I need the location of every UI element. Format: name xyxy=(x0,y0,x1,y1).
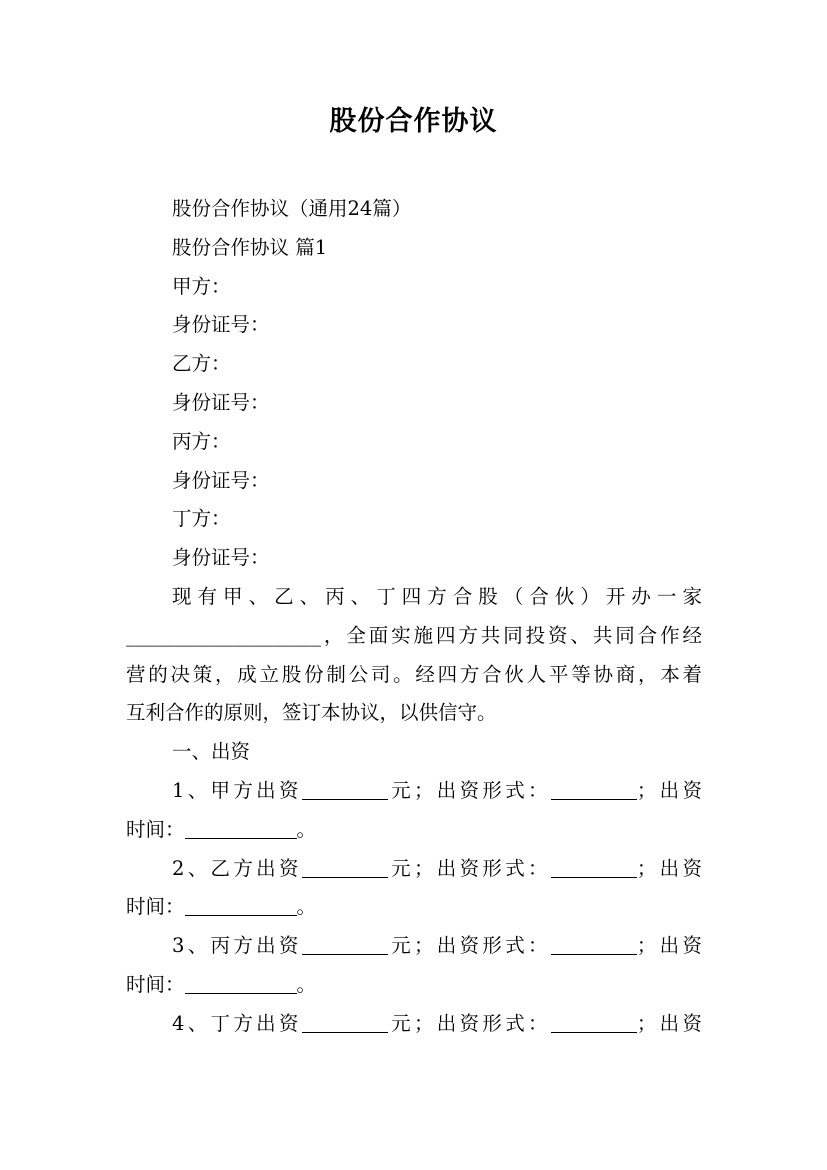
amount-blank xyxy=(302,777,388,800)
preamble-line-4: 互利合作的原则，签订本协议，以供信守。 xyxy=(126,701,497,725)
investment-item-c-time xyxy=(126,966,702,1005)
party-b-id: 身份证号： xyxy=(172,390,270,414)
section-investment-heading: 一、出资 xyxy=(172,740,251,764)
investment-item-a xyxy=(126,772,702,850)
party-a: 甲方： xyxy=(172,274,231,298)
investment-tail: ；出资 xyxy=(636,934,702,958)
time-label: 时间： xyxy=(126,817,185,841)
end-mark: 。 xyxy=(296,817,317,841)
preamble-line-3: 营的决策，成立股份制公司。经四方合伙人平等协商，本着 xyxy=(126,662,702,686)
investment-tail: ；出资 xyxy=(636,856,702,880)
investment-unit: 元；出资形式： xyxy=(387,934,551,958)
investment-label: 1、甲方出资 xyxy=(172,778,302,802)
investment-item-a-time xyxy=(126,811,702,850)
party-a-id: 身份证号： xyxy=(172,313,270,337)
investment-item-a-line xyxy=(126,772,702,811)
party-c: 丙方： xyxy=(172,429,231,453)
form-blank xyxy=(551,932,637,955)
investment-item-c xyxy=(126,927,702,1005)
time-blank xyxy=(185,893,297,916)
amount-blank xyxy=(302,855,388,878)
investment-tail: ；出资 xyxy=(636,778,702,802)
investment-unit: 元；出资形式： xyxy=(387,778,551,802)
company-name-blank: ____________________ xyxy=(126,623,321,647)
investment-item-b-line xyxy=(126,850,702,889)
end-mark: 。 xyxy=(296,895,317,919)
amount-blank xyxy=(302,1010,388,1033)
document-body xyxy=(126,190,702,1044)
subtitle: 股份合作协议（通用24篇） xyxy=(172,197,412,220)
amount-blank xyxy=(302,932,388,955)
end-mark: 。 xyxy=(296,972,317,996)
investment-label: 3、丙方出资 xyxy=(172,934,302,958)
investment-item-b xyxy=(126,850,702,928)
investment-item-b-time xyxy=(126,888,702,927)
form-blank xyxy=(551,855,637,878)
party-c-id: 身份证号： xyxy=(172,468,270,492)
party-d: 丁方： xyxy=(172,507,231,531)
document-title: 股份合作协议 xyxy=(329,106,498,137)
preamble-line-2 xyxy=(126,617,702,656)
time-blank xyxy=(185,971,297,994)
form-blank xyxy=(551,1010,637,1033)
preamble-line-2-text: ，全面实施四方共同投资、共同合作经 xyxy=(321,623,702,647)
investment-item-d-line xyxy=(126,1005,702,1044)
investment-tail: ；出资 xyxy=(636,1011,702,1035)
time-label: 时间： xyxy=(126,972,185,996)
investment-unit: 元；出资形式： xyxy=(387,1011,551,1035)
investment-unit: 元；出资形式： xyxy=(387,856,551,880)
investment-item-c-line xyxy=(126,927,702,966)
time-label: 时间： xyxy=(126,895,185,919)
section-heading: 股份合作协议 篇1 xyxy=(172,235,328,259)
investment-item-d xyxy=(126,1005,702,1044)
party-b: 乙方： xyxy=(172,352,231,376)
time-blank xyxy=(185,816,297,839)
preamble-line-1: 现有甲、乙、丙、丁四方合股（合伙）开办一家 xyxy=(172,584,702,608)
form-blank xyxy=(551,777,637,800)
investment-label: 2、乙方出资 xyxy=(172,856,302,880)
preamble-paragraph xyxy=(126,578,702,733)
investment-label: 4、丁方出资 xyxy=(172,1011,302,1035)
party-d-id: 身份证号： xyxy=(172,546,270,570)
